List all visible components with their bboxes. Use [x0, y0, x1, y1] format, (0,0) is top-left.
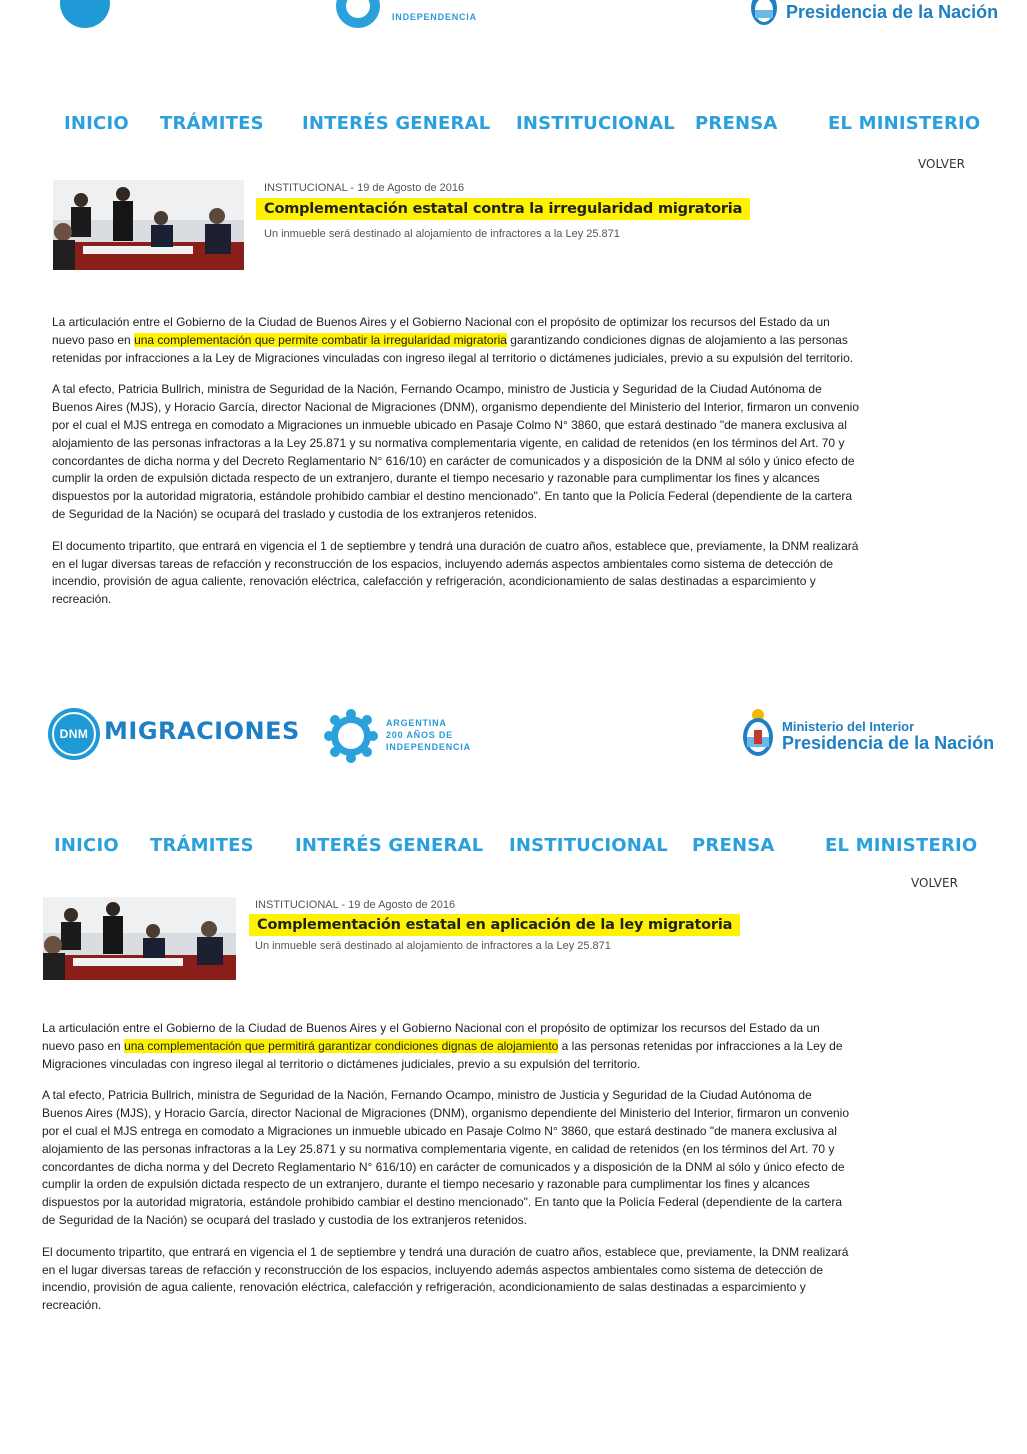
article-body: [52, 314, 862, 623]
article-photo: [53, 180, 244, 270]
migraciones-logo-text[interactable]: MIGRACIONES: [104, 717, 300, 745]
article-paragraph: La articulación entre el Gobierno de la Ciudad de Buenos Aires y el Gobierno Nacional con el propósito de optimizar los recursos del Estado da un nuevo paso en una complementación que permite combatir la irregularidad migratoria garantizando condiciones dignas de alojamiento a las personas retenidas por infracciones a la Ley de Migraciones vinculadas con ingreso ilegal al territorio o dictámenes judiciales, previo a su expulsión del territorio.: [52, 315, 854, 365]
nav-prensa[interactable]: PRENSA: [692, 835, 775, 856]
article-paragraph: El documento tripartito, que entrará en vigencia el 1 de septiembre y tendrá una duración de cuatro años, establece que, previamente, la DNM realizará en el lugar diversas tareas de refacción y reconstrucción de los espacios, incluyendo además aspectos ambientales como sistema de detección de incendio, provisión de agua caliente, renovación eléctrica, calefacción y refrigeración, acondicionamiento de salas destinadas a esparcimiento y recreación.: [52, 538, 859, 607]
nav-tramites[interactable]: TRÁMITES: [150, 835, 254, 856]
nav-interes-general[interactable]: INTERÉS GENERAL: [302, 113, 491, 134]
coat-of-arms-icon: [740, 708, 776, 758]
volver-link[interactable]: VOLVER: [911, 876, 958, 890]
dnm-logo-partial: [60, 0, 110, 28]
article-summary: Un inmueble será destinado al alojamiento de infractores a la Ley 25.871: [264, 228, 620, 240]
article-paragraph: A tal efecto, Patricia Bullrich, ministra de Seguridad de la Nación, Fernando Ocampo, ministro de Justicia y Seguridad de la Ciudad Autónoma de Buenos Aires (MJS), y Horacio García, director Nacional de Migraciones (DNM), organismo dependiente del Ministerio del Interior, firmaron un convenio por el cual el MJS entrega en comodato a Migraciones un inmueble ubicado en Pasaje Colmo N° 3860, que estará destinado "de manera exclusiva al alojamiento de las personas infractoras a la Ley 25.871 y su normativa complementaria vigente, en calidad de retenidos (en los términos del Art. 70 y concordantes de dicha norma y del Decreto Reglamentario N° 616/10) en carácter de comunicados y a disposición de la DNM al sólo y único efecto de cumplir la orden de expulsión dictada respecto de un extranjero, durante el tiempo necesario y razonable para cumplimentar los fines y alcances dispuestos por la autoridad migratoria, estándole prohibido cambiar el destino mencionado". En tanto que la Policía Federal (dependiente de la cartera de Seguridad de la Nación) se ocupará del traslado y custodia de los extranjeros retenidos.: [52, 382, 860, 521]
coat-of-arms-icon-partial: [748, 0, 780, 28]
article-title[interactable]: Complementación estatal en aplicación de la ley migratoria: [249, 914, 740, 936]
article-photo: [43, 897, 236, 980]
bicentenario-text-partial: INDEPENDENCIA: [392, 12, 477, 22]
article-paragraph: La articulación entre el Gobierno de la Ciudad de Buenos Aires y el Gobierno Nacional con el propósito de optimizar los recursos del Estado da un nuevo paso en una complementación que permitirá garantizar condiciones dignas de alojamiento a las personas retenidas por infracciones a la Ley de Migraciones vinculadas con ingreso ilegal al territorio o dictámenes judiciales, previo a su expulsión del territorio.: [42, 1021, 843, 1071]
nav-inicio[interactable]: INICIO: [64, 113, 129, 134]
article-summary: Un inmueble será destinado al alojamiento de infractores a la Ley 25.871: [255, 940, 611, 952]
article-title[interactable]: Complementación estatal contra la irregularidad migratoria: [256, 198, 750, 220]
nav-prensa[interactable]: PRENSA: [695, 113, 778, 134]
presidencia-text: Presidencia de la Nación: [782, 733, 995, 753]
article-paragraph: El documento tripartito, que entrará en vigencia el 1 de septiembre y tendrá una duración de cuatro años, establece que, previamente, la DNM realizará en el lugar diversas tareas de refacción y reconstrucción de los espacios, incluyendo además aspectos ambientales como sistema de detección de incendio, provisión de agua caliente, renovación eléctrica, calefacción y refrigeración, acondicionamiento de salas destinadas a esparcimiento y recreación.: [42, 1244, 849, 1313]
nav-el-ministerio[interactable]: EL MINISTERIO: [828, 113, 981, 134]
article-meta: INSTITUCIONAL - 19 de Agosto de 2016: [255, 899, 456, 911]
bicentenario-sun-icon-partial: [332, 0, 384, 32]
nav-tramites[interactable]: TRÁMITES: [160, 113, 264, 134]
nav-inicio[interactable]: INICIO: [54, 835, 119, 856]
ministerio-text: Ministerio del Interior: [782, 719, 915, 734]
nav-institucional[interactable]: INSTITUCIONAL: [509, 835, 668, 856]
nav-el-ministerio[interactable]: EL MINISTERIO: [825, 835, 978, 856]
dnm-logo-icon[interactable]: DNM: [48, 708, 100, 760]
article-meta: INSTITUCIONAL - 19 de Agosto de 2016: [264, 182, 465, 194]
nav-interes-general[interactable]: INTERÉS GENERAL: [295, 835, 484, 856]
article-paragraph: A tal efecto, Patricia Bullrich, ministra de Seguridad de la Nación, Fernando Ocampo, ministro de Justicia y Seguridad de la Ciudad Autónoma de Buenos Aires (MJS), y Horacio García, director Nacional de Migraciones (DNM), organismo dependiente del Ministerio del Interior, firmaron un convenio por el cual el MJS entrega en comodato a Migraciones un inmueble ubicado en Pasaje Colmo N° 3860, que estará destinado "de manera exclusiva al alojamiento de las personas infractoras a la Ley 25.871 y su normativa complementaria vigente, en calidad de retenidos (en los términos del Art. 70 y concordantes de dicha norma y del Decreto Reglamentario N° 616/10) en carácter de comunicados y a disposición de la DNM al sólo y único efecto de cumplir la orden de expulsión dictada respecto de un extranjero, durante el tiempo necesario y razonable para cumplimentar los fines y alcances dispuestos por la autoridad migratoria, estándole prohibido cambiar el destino mencionado". En tanto que la Policía Federal (dependiente de la cartera de Seguridad de la Nación) se ocupará del traslado y custodia de los extranjeros retenidos.: [42, 1088, 850, 1227]
nav-institucional[interactable]: INSTITUCIONAL: [516, 113, 675, 134]
highlighted-phrase: una complementación que permite combatir la irregularidad migratoria: [134, 332, 507, 347]
bicentenario-sun-icon: [323, 708, 379, 764]
highlighted-phrase: una complementación que permitirá garantizar condiciones dignas de alojamiento: [124, 1038, 559, 1053]
presidencia-text-partial: Presidencia de la Nación: [786, 2, 999, 22]
bicentenario-text: ARGENTINA 200 AÑOS DE INDEPENDENCIA: [386, 718, 471, 752]
volver-link[interactable]: VOLVER: [918, 157, 965, 171]
article-body: [42, 1020, 852, 1329]
